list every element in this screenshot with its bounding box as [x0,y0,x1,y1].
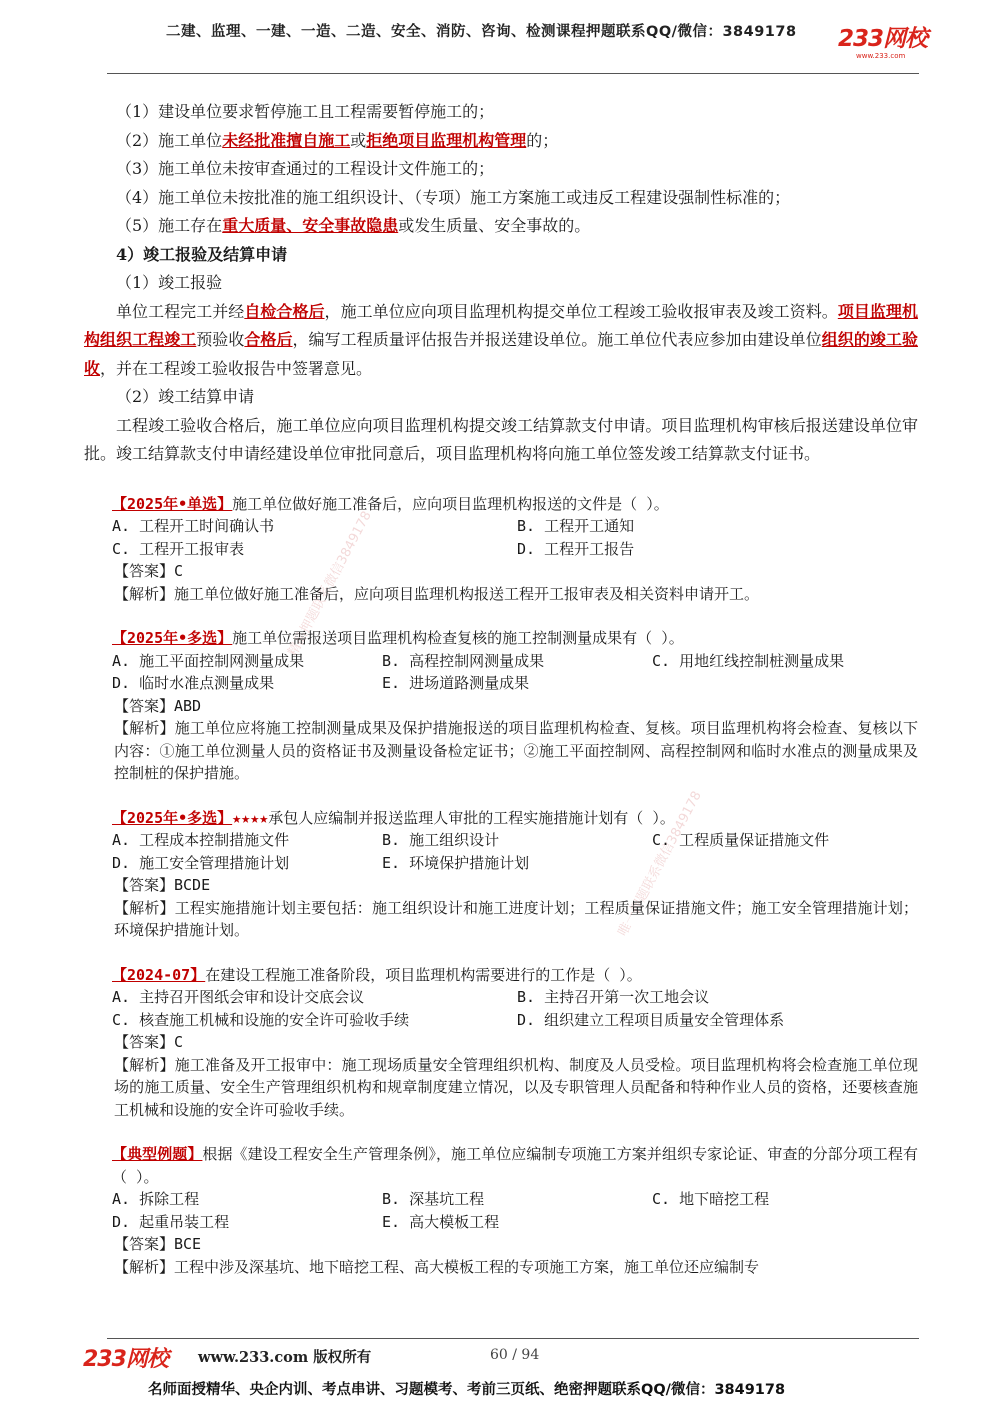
option: A. 施工平面控制网测量成果 [112,651,305,670]
footer-text: 名师面授精华、央企内训、考点串讲、习题模考、考前三页纸、绝密押题联系QQ/微信：3849178 [148,1382,786,1398]
question-block [112,1143,918,1278]
answer: 【答案】C [114,562,184,580]
question-tag: 【2024-07】 [112,965,206,984]
question-block [112,807,918,942]
list-item: （2）施工单位未经批准擅自施工或拒绝项目监理机构管理的； [116,130,559,150]
analysis: 【解析】工程中涉及深基坑、地下暗挖工程、高大模板工程的专项施工方案，施工单位还应编制专 [114,1257,760,1276]
analysis: 【解析】工程实施措施计划主要包括：施工组织设计和施工进度计划；工程质量保证措施文件；施工安全管理措施计划；环境保护措施计划。 [114,898,918,939]
answer: 【答案】BCE [114,1235,202,1253]
answer: 【答案】BCDE [114,876,211,894]
option: C. 工程开工报审表 [112,539,245,558]
analysis: 【解析】施工单位做好施工准备后，应向项目监理机构报送工程开工报审表及相关资料申请开工。 [114,584,760,603]
question-stem: 【2024-07】在建设工程施工准备阶段，项目监理机构需要进行的工作是（ ）。 [112,965,642,984]
question-stem: 【典型例题】根据《建设工程安全生产管理条例》，施工单位应编制专项施工方案并组织专家论证、审查的分部分项工程有（ ）。 [112,1145,918,1186]
highlight-text: 拒绝项目监理机构管理 [366,130,527,150]
option: D. 施工安全管理措施计划 [112,853,290,872]
options-row [112,829,918,852]
header-title: 二建、监理、一建、一造、二造、安全、消防、咨询、检测课程押题联系QQ/微信：3849178 [166,24,797,40]
list-item: （3）施工单位未按审查通过的工程设计文件施工的； [116,159,495,178]
page-footer [0,1330,1000,1415]
paragraph: 单位工程完工并经自检合格后，施工单位应向项目监理机构提交单位工程竣工验收报审表及竣工资料。项目监理机构组织工程竣工预验收合格后，编写工程质量评估报告并报送建设单位。施工单位代表应参加由建设单位组织的竣工验收，并在工程竣工验收报告中签署意见。 [84,301,918,378]
option: B. 高程控制网测量成果 [382,651,545,670]
analysis: 【解析】施工单位应将施工控制测量成果及保护措施报送的项目监理机构检查、复核。项目监理机构将会检查、复核以下内容：①施工单位测量人员的资格证书及测量设备检定证书；②施工平面控制网、高程控制网和临时水准点的测量成果及控制桩的保护措施。 [114,719,918,782]
subsection-heading: （2）竣工结算申请 [116,387,255,406]
footer-logo[interactable]: 233网校 [83,1347,168,1372]
options-row [112,672,918,695]
question-stem: 【2025年•单选】施工单位做好施工准备后，应向项目监理机构报送的文件是（ ）。 [112,494,669,513]
question-block [112,964,918,1122]
option: A. 拆除工程 [112,1190,200,1208]
question-stem: 【2025年•多选】★★★★承包人应编制并报送监理人审批的工程实施措施计划有（ ）。 [112,808,675,827]
question-stem: 【2025年•多选】施工单位需报送项目监理机构检查复核的施工控制测量成果有（ ）。 [112,629,684,647]
page-header [0,0,1000,74]
options-row [112,986,918,1009]
option: D. 起重吊装工程 [112,1212,230,1231]
document-body [84,98,918,1278]
option: A. 主持召开图纸会审和设计交底会议 [112,988,365,1006]
brand-logo[interactable] [838,26,928,66]
list-item: （5）施工存在重大质量、安全事故隐患或发生质量、安全事故的。 [116,216,591,235]
option: B. 主持召开第一次工地会议 [517,988,710,1006]
logo-text: 233网校 [838,26,928,52]
analysis: 【解析】施工准备及开工报审中：施工现场质量安全管理组织机构、制度及人员受检。项目监理机构将会检查施工单位现场的施工质量、安全生产管理组织机构和规章制度建立情况，以及专职管理人员配备和特种作业人员的资格，还要核查施工机械和设施的安全许可验收手续。 [114,1055,918,1119]
options-row [112,1188,918,1211]
question-block [112,627,918,785]
answer: 【答案】C [114,1033,184,1051]
footer-site[interactable]: www.233.com 版权所有 [198,1349,372,1366]
option: C. 工程质量保证措施文件 [652,831,830,849]
option: B. 深基坑工程 [382,1190,485,1208]
options-row [112,650,918,673]
option: E. 环境保护措施计划 [382,853,530,872]
logo-subtext: www.233.com [856,52,906,60]
option: C. 地下暗挖工程 [652,1190,770,1208]
header-divider [107,73,919,74]
options-row [112,515,918,538]
option: B. 施工组织设计 [382,831,500,849]
list-item: （4）施工单位未按批准的施工组织设计、（专项）施工方案施工或违反工程建设强制性标准的； [116,187,791,207]
footer-divider [107,1338,919,1339]
option: D. 临时水准点测量成果 [112,674,275,692]
page-number: 60 / 94 [490,1347,540,1363]
options-row [112,1211,918,1234]
paragraph: 工程竣工验收合格后，施工单位应向项目监理机构提交竣工结算款支付申请。项目监理机构审核后报送建设单位审批。竣工结算款支付申请经建设单位审批同意后，项目监理机构将向施工单位签发竣工结算款支付证书。 [84,415,918,463]
question-tag: 【典型例题】 [112,1145,203,1163]
subsection-heading: （1）竣工报验 [116,273,223,292]
watermark: 唯一押题联系微信3849178 [615,788,705,939]
question-tag: 【2025年•多选】 [112,808,233,827]
options-row [112,538,918,561]
option: D. 工程开工报告 [517,539,635,558]
option: C. 用地红线控制桩测量成果 [652,651,845,670]
option: A. 工程成本控制措施文件 [112,831,290,849]
list-item: （1）建设单位要求暂停施工且工程需要暂停施工的； [116,102,495,121]
question-block [112,493,918,606]
question-tag: 【2025年•单选】 [112,494,233,513]
options-row [112,1009,918,1032]
highlight-text: 重大质量、安全事故隐患 [222,216,399,235]
answer: 【答案】ABD [114,696,202,715]
option: E. 进场道路测量成果 [382,674,530,692]
option: B. 工程开工通知 [517,517,635,535]
question-tag: 【2025年•多选】 [112,629,233,647]
option: A. 工程开工时间确认书 [112,517,275,535]
option: E. 高大模板工程 [382,1212,500,1231]
option: C. 核查施工机械和设施的安全许可验收手续 [112,1010,410,1029]
star-rating: ★★★★ [232,808,269,827]
highlight-text: 未经批准擅自施工 [222,130,351,150]
section-heading: 4）竣工报验及结算申请 [116,244,288,264]
watermark: 精品押题联系微信3849178 [285,508,375,659]
option: D. 组织建立工程项目质量安全管理体系 [517,1010,785,1029]
options-row [112,852,918,875]
